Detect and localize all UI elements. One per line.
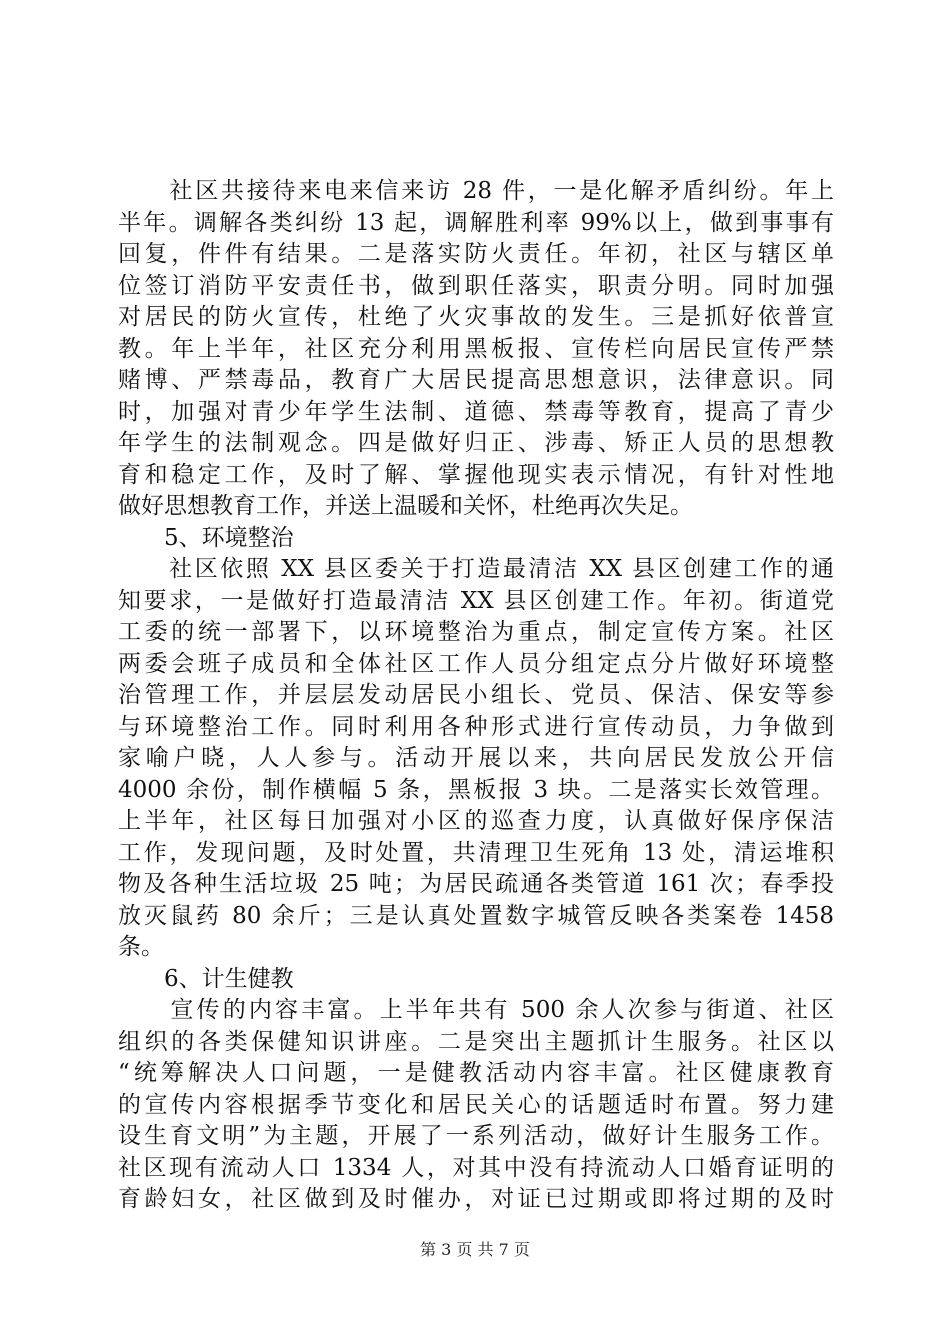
text-line: 社区现有流动人口 1334 人，对其中没有持流动人口婚育证明的 <box>118 1154 834 1181</box>
text-line: 治管理工作，并层层发动居民小组长、党员、保洁、保安等参 <box>118 682 834 708</box>
text-line: 家喻户晓，人人参与。活动开展以来，共向居民发放公开信 <box>118 745 834 771</box>
text-line: 宣传的内容丰富。上半年共有 500 余人次参与街道、社区 <box>118 997 834 1023</box>
text-line: “统筹解决人口问题，一是健教活动内容丰富。社区健康教育 <box>118 1060 834 1086</box>
text-line: 组织的各类保健知识讲座。二是突出主题抓计生服务。社区以 <box>118 1028 834 1055</box>
page-number-footer: 第 3 页 共 7 页 <box>420 1240 530 1259</box>
text-line: 4000 余份，制作横幅 5 条，黑板报 3 块。二是落实长效管理。 <box>118 776 834 803</box>
text-line: 育和稳定工作，及时了解、掌握他现实表示情况，有针对性地 <box>118 461 834 488</box>
text-line: 工委的统一部署下，以环境整治为重点，制定宣传方案。社区 <box>118 619 834 645</box>
text-line: 两委会班子成员和全体社区工作人员分组定点分片做好环境整 <box>118 650 834 677</box>
text-line: 与环境整治工作。同时利用各种形式进行宣传动员，力争做到 <box>118 713 834 740</box>
text-line: 知要求，一是做好打造最清洁 XX 县区创建工作。年初。街道党 <box>118 587 834 614</box>
text-line: 社区共接待来电来信来访 28 件，一是化解矛盾纠纷。年上 <box>118 178 834 204</box>
text-line: 条。 <box>118 934 164 960</box>
text-line: 物及各种生活垃圾 25 吨；为居民疏通各类管道 161 次；春季投 <box>118 871 834 897</box>
text-line: 位签订消防平安责任书，做到职任落实，职责分明。同时加强 <box>118 272 834 299</box>
text-line: 赌博、严禁毒品，教育广大居民提高思想意识，法律意识。同 <box>118 367 834 393</box>
text-line: 设生育文明”为主题，开展了一系列活动，做好计生服务工作。 <box>118 1123 834 1149</box>
section-heading: 5、环境整治 <box>118 524 294 551</box>
text-line: 放灭鼠药 80 余斤；三是认真处置数字城管反映各类案卷 1458 <box>118 902 834 929</box>
document-body <box>118 176 834 1216</box>
text-line: 教。年上半年，社区充分利用黑板报、宣传栏向居民宣传严禁 <box>118 335 834 362</box>
text-line: 育龄妇女，社区做到及时催办，对证已过期或即将过期的及时 <box>118 1186 834 1212</box>
text-line: 的宣传内容根据季节变化和居民关心的话题适时布置。努力建 <box>118 1091 834 1118</box>
text-line: 对居民的防火宣传，杜绝了火灾事故的发生。三是抓好依普宣 <box>118 304 834 330</box>
text-line: 回复，件件有结果。二是落实防火责任。年初，社区与辖区单 <box>118 241 834 267</box>
text-line: 上半年，社区每日加强对小区的巡查力度，认真做好保序保洁 <box>118 808 834 834</box>
text-line: 做好思想教育工作，并送上温暖和关怀，杜绝再次失足。 <box>118 493 693 519</box>
text-line: 社区依照 XX 县区委关于打造最清洁 XX 县区创建工作的通 <box>118 556 834 582</box>
text-line: 半年。调解各类纠纷 13 起，调解胜利率 99%以上，做到事事有 <box>118 209 834 236</box>
section-heading: 6、计生健教 <box>118 965 294 992</box>
text-line: 工作，发现问题，及时处置，共清理卫生死角 13 处，清运堆积 <box>118 839 834 866</box>
text-line: 年学生的法制观念。四是做好归正、涉毒、矫正人员的思想教 <box>118 430 834 456</box>
text-line: 时，加强对青少年学生法制、道德、禁毒等教育，提高了青少 <box>118 398 834 425</box>
